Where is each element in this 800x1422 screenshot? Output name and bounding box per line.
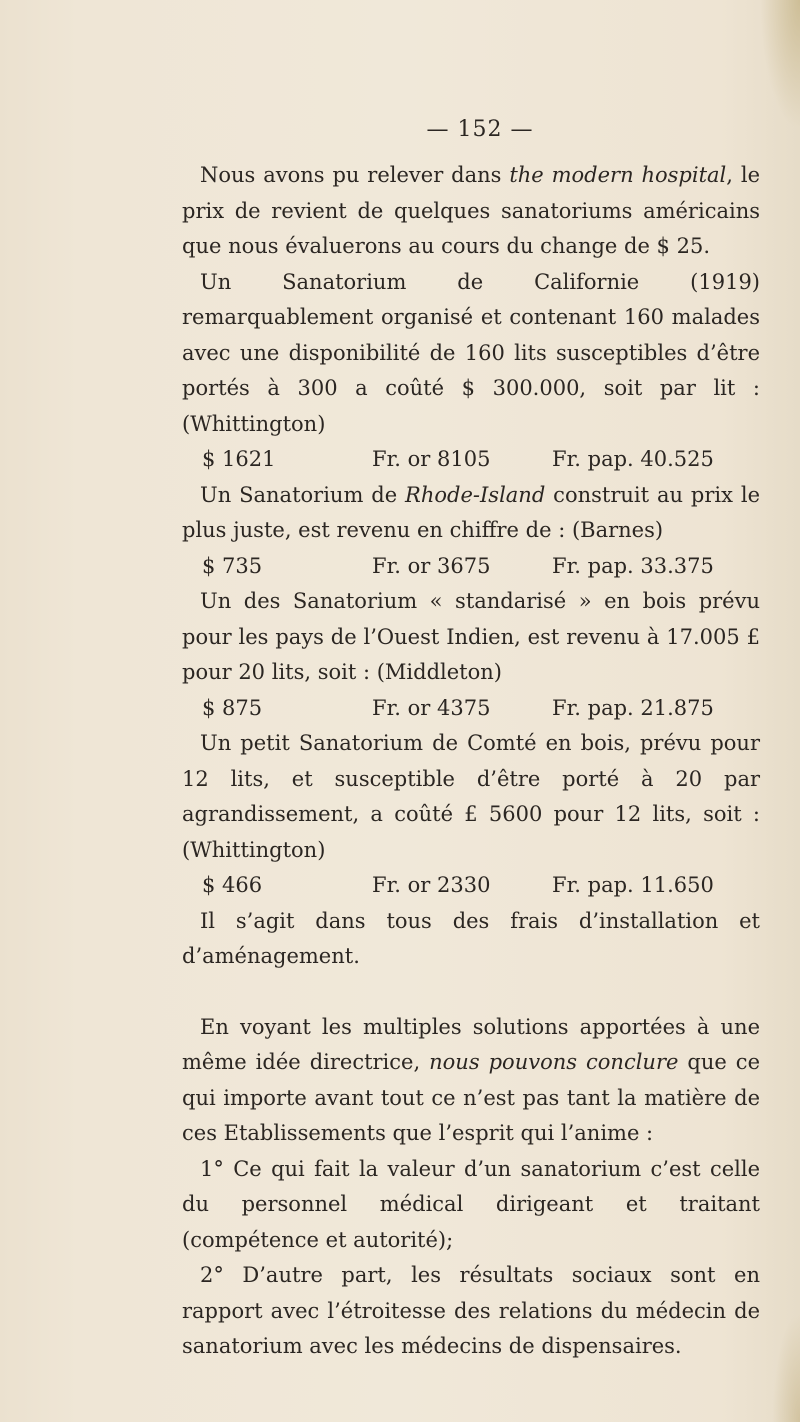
price-dollar: $ 735 [202, 553, 263, 578]
paragraph-6: Il s’agit dans tous des frais d’installation et d’aménagement. [182, 908, 760, 968]
price-franc-pap: Fr. pap. 40.525 [552, 447, 714, 471]
paragraph-1-before: Nous avons pu relever dans [200, 163, 510, 187]
body-text [182, 158, 760, 1365]
price-row-2 [182, 549, 760, 585]
paragraph-1-after: , le prix de revient de quelques sanatoriums américains que nous évaluerons au cours du change de $ 25. [182, 163, 760, 258]
price-franc-pap: Fr. pap. 11.650 [552, 873, 714, 897]
paragraph-2: Un Sanatorium de Californie (1919) remarquablement organisé et contenant 160 malades avec une disponibilité de 160 lits susceptibles d’être portés à 300 a coûté $ 300.000, soit par lit : (Whittington) [182, 269, 760, 436]
price-franc-or: Fr. or 8105 [372, 447, 491, 471]
price-franc-pap: Fr. pap. 21.875 [552, 695, 714, 720]
page-number: — 152 — [426, 117, 534, 142]
paper-stain-bottom [772, 1312, 800, 1422]
paragraph-9: 2° D’autre part, les résultats sociaux sont en rapport avec l’étroitesse des relations du médecin de sanatorium avec les médecins de dispensaires. [182, 1263, 760, 1358]
price-franc-or: Fr. or 2330 [372, 873, 491, 897]
price-row-4 [182, 868, 760, 904]
price-franc-or: Fr. or 4375 [372, 695, 491, 720]
price-row-1 [182, 442, 760, 478]
paragraph-3 [182, 478, 760, 549]
paragraph-7-after: que ce qui importe avant tout ce n’est pas tant la matière de ces Etablissements que l’esprit qui l’anime : [182, 1050, 760, 1145]
paragraph-5: Un petit Sanatorium de Comté en bois, prévu pour 12 lits, et susceptible d’être porté à 20 par agrandissement, a coûté £ 5600 pour 12 lits, soit : (Whittington) [182, 731, 760, 862]
price-franc-pap: Fr. pap. 33.375 [552, 553, 714, 578]
price-dollar: $ 1621 [202, 447, 276, 471]
publication-title: the modern hospital [509, 163, 727, 187]
price-dollar: $ 875 [202, 695, 263, 720]
paragraph-8: 1° Ce qui fait la valeur d’un sanatorium c’est celle du personnel médical dirigeant et traitant (compétence et autorité); [182, 1156, 760, 1252]
price-row-3 [182, 691, 760, 727]
paragraph-4: Un des Sanatorium « standarisé » en bois prévu pour les pays de l’Ouest Indien, est revenu à 17.005 £ pour 20 lits, soit : (Middleton) [182, 589, 760, 684]
paragraph-3-after: construit au prix le plus juste, est revenu en chiffre de : (Barnes) [182, 482, 760, 542]
paragraph-7-before: En voyant les multiples solutions apportées à une même idée directrice, [182, 1014, 760, 1074]
paragraph-1 [182, 158, 760, 265]
price-franc-or: Fr. or 3675 [372, 553, 491, 578]
paragraph-3-before: Un Sanatorium de [200, 482, 406, 507]
section-gap [182, 975, 760, 1010]
emphasis-text: nous pouvons conclure [429, 1050, 679, 1074]
place-name: Rhode-Island [405, 482, 546, 507]
paragraph-7 [182, 1010, 760, 1152]
price-dollar: $ 466 [202, 873, 263, 897]
paper-stain [760, 0, 800, 130]
